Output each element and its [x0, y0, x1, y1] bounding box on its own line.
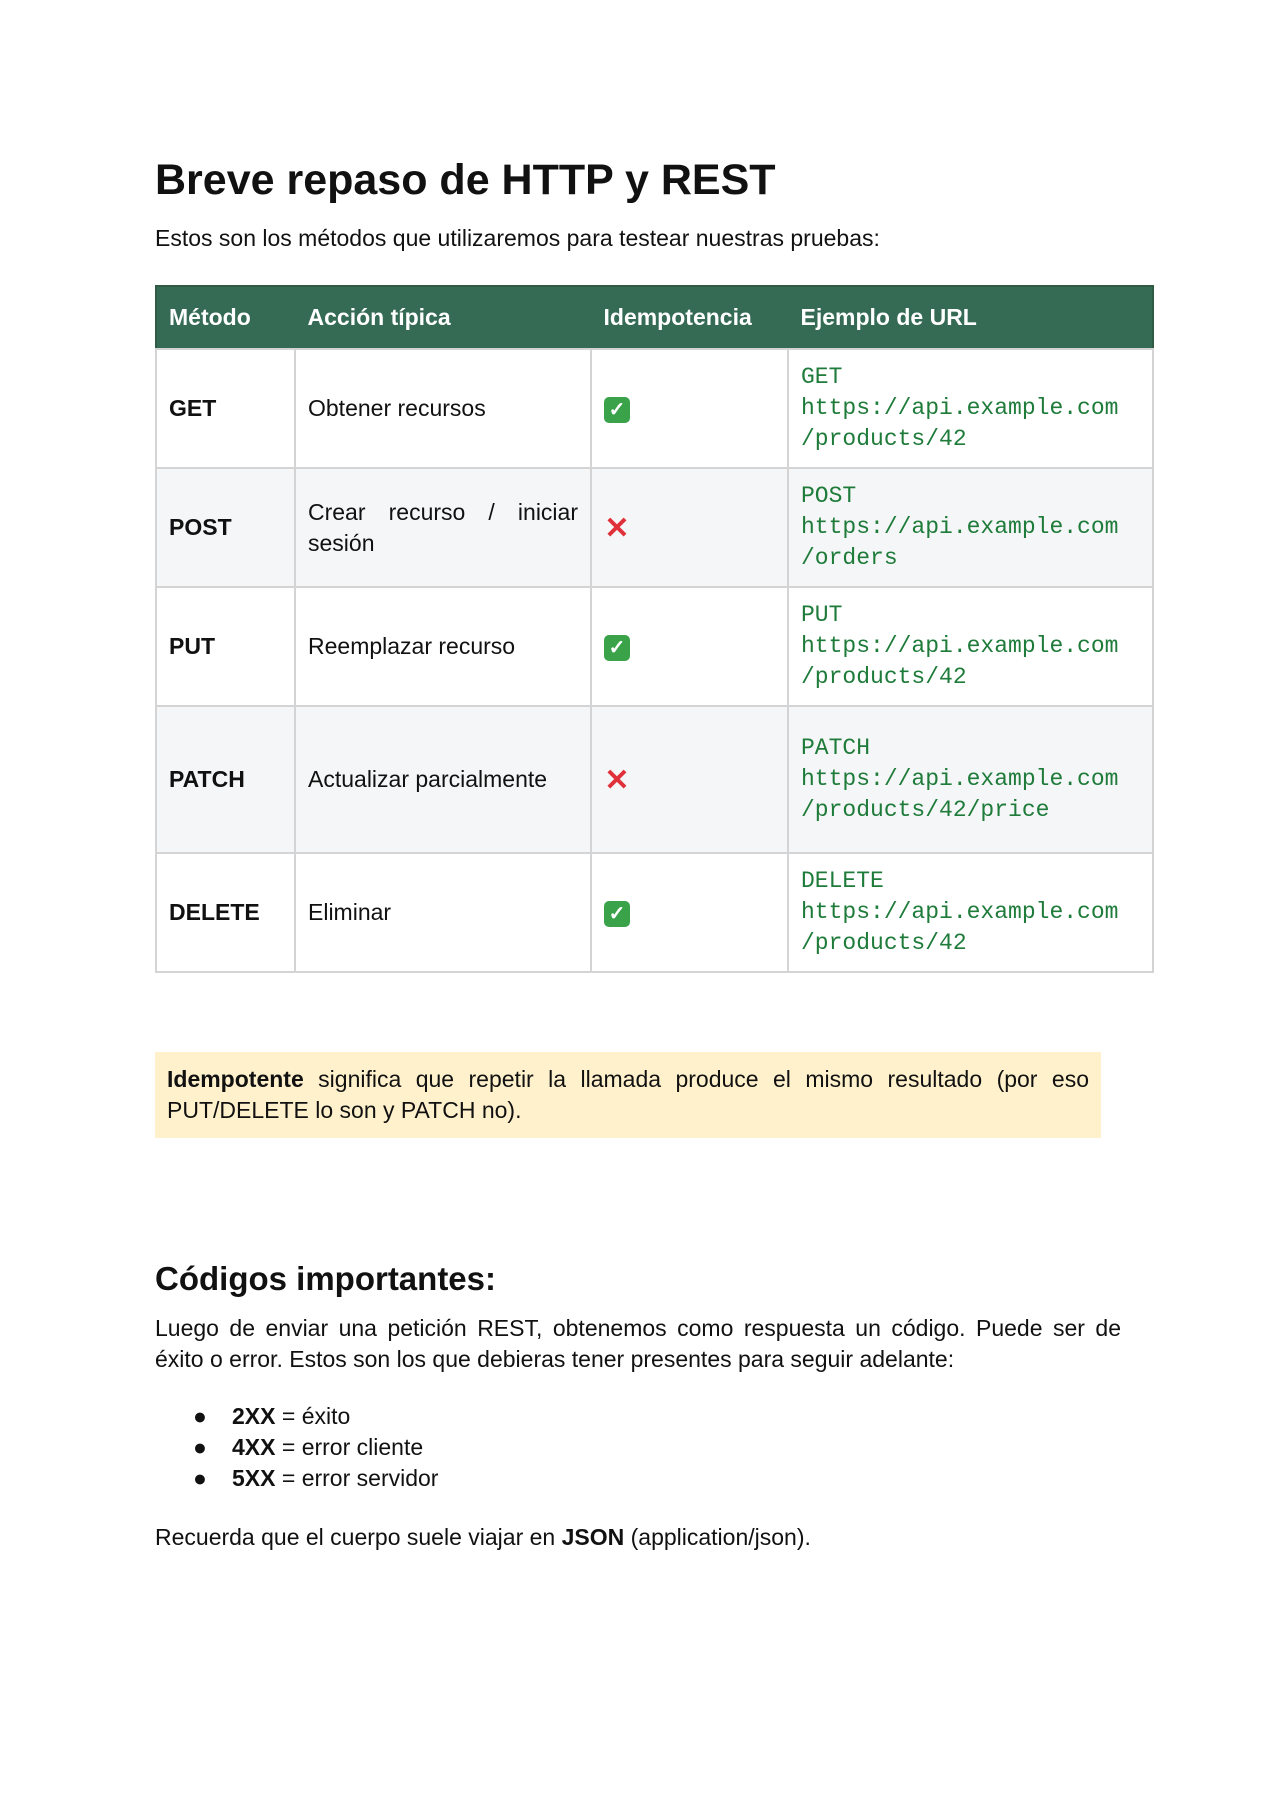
bullet-icon: ● — [193, 1403, 207, 1429]
check-icon: ✓ — [604, 635, 630, 661]
table-header-row — [156, 286, 1153, 349]
idempotency-cell — [591, 468, 788, 587]
json-reminder — [155, 1522, 811, 1553]
status-desc: = éxito — [275, 1403, 351, 1429]
reminder-text-before: Recuerda que el cuerpo suele viajar en — [155, 1524, 562, 1550]
method-cell: PATCH — [156, 706, 295, 853]
reminder-text-after: (application/json). — [624, 1524, 811, 1550]
action-cell: Obtener recursos — [295, 349, 591, 468]
list-item — [155, 1463, 438, 1494]
table-row — [156, 468, 1153, 587]
note-bold-term: Idempotente — [167, 1066, 304, 1092]
table-row — [156, 853, 1153, 972]
check-icon: ✓ — [604, 901, 630, 927]
idempotency-cell — [591, 853, 788, 972]
check-icon: ✓ — [604, 397, 630, 423]
bullet-icon: ● — [193, 1434, 207, 1460]
status-code: 2XX — [232, 1403, 276, 1429]
idempotency-cell — [591, 349, 788, 468]
status-codes-list — [155, 1401, 438, 1494]
codes-heading: Códigos importantes: — [155, 1260, 497, 1297]
method-cell: PUT — [156, 587, 295, 706]
header-method: Método — [156, 286, 295, 349]
method-cell: GET — [156, 349, 295, 468]
list-item — [155, 1432, 438, 1463]
idempotency-cell — [591, 587, 788, 706]
codes-intro-text: Luego de enviar una petición REST, obtenemos como respuesta un código. Puede ser de éxito o error. Estos son los que debieras tener presentes para seguir adelante: — [155, 1315, 1121, 1372]
header-url-example: Ejemplo de URL — [788, 286, 1153, 349]
url-cell: GET https://api.example.com /products/42 — [788, 349, 1153, 468]
table-row — [156, 587, 1153, 706]
action-cell: Eliminar — [295, 853, 591, 972]
idempotent-note — [155, 1052, 1101, 1138]
url-cell: PUT https://api.example.com /products/42 — [788, 587, 1153, 706]
cross-icon: ✕ — [604, 763, 630, 797]
cross-icon: ✕ — [604, 511, 630, 545]
header-action: Acción típica — [295, 286, 591, 349]
list-item — [155, 1401, 438, 1432]
action-cell: Crear recurso / iniciar sesión — [295, 468, 591, 587]
status-desc: = error cliente — [275, 1434, 424, 1460]
url-cell: POST https://api.example.com /orders — [788, 468, 1153, 587]
reminder-bold: JSON — [561, 1524, 625, 1550]
status-desc: = error servidor — [275, 1465, 439, 1491]
note-text: significa que repetir la llamada produce el mismo resultado (por eso PUT/DELETE lo son y PATCH no). — [167, 1066, 1089, 1123]
page-title: Breve repaso de HTTP y REST — [155, 156, 776, 204]
idempotency-cell — [591, 706, 788, 853]
intro-text: Estos son los métodos que utilizaremos para testear nuestras pruebas: — [155, 225, 880, 251]
method-cell: POST — [156, 468, 295, 587]
url-cell: DELETE https://api.example.com /products/42 — [788, 853, 1153, 972]
bullet-icon: ● — [193, 1465, 207, 1491]
http-methods-table — [155, 285, 1154, 973]
url-cell: PATCH https://api.example.com /products/42/price — [788, 706, 1153, 853]
table-row — [156, 706, 1153, 853]
table-row — [156, 349, 1153, 468]
action-cell: Actualizar parcialmente — [295, 706, 591, 853]
status-code: 5XX — [232, 1465, 276, 1491]
status-code: 4XX — [232, 1434, 276, 1460]
action-cell: Reemplazar recurso — [295, 587, 591, 706]
header-idempotency: Idempotencia — [591, 286, 788, 349]
method-cell: DELETE — [156, 853, 295, 972]
